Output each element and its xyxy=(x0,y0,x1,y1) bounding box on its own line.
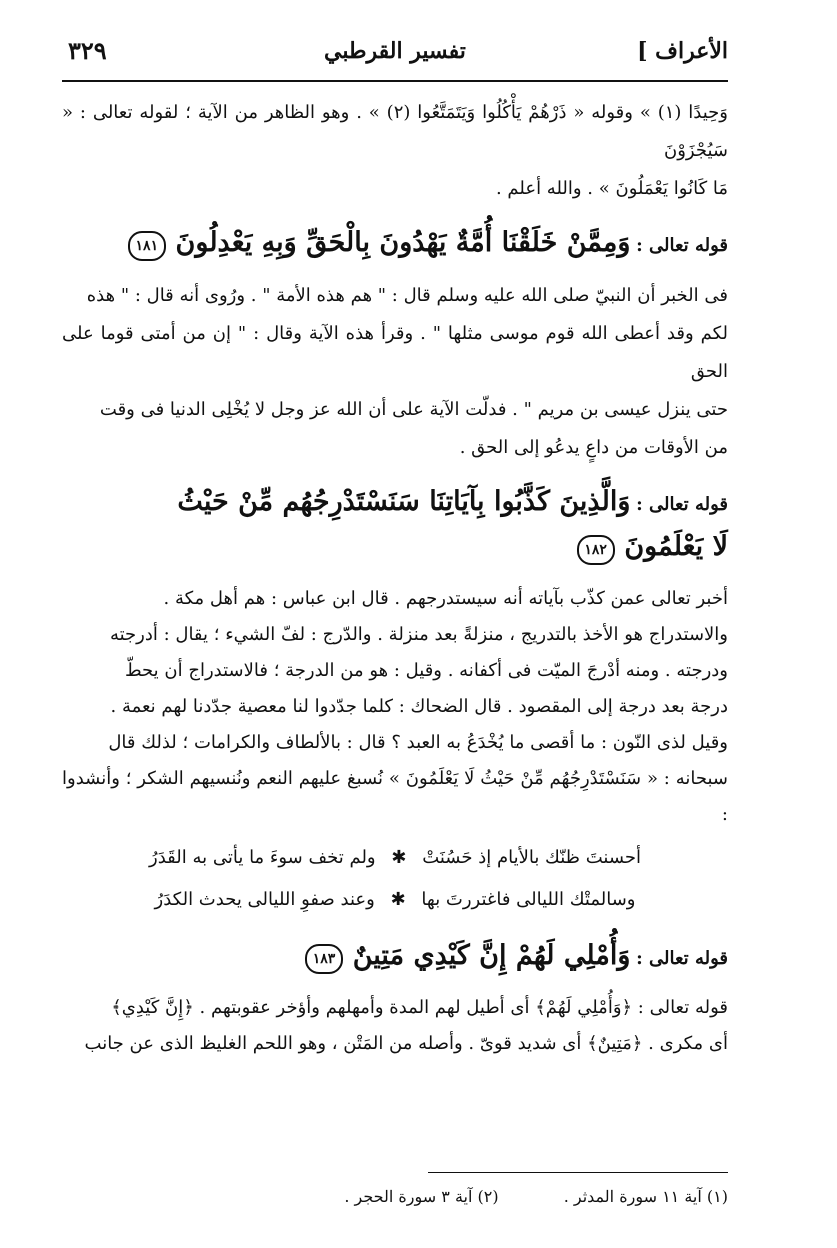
surah-name: الأعراف ] xyxy=(637,38,728,64)
verse-text: وَأُمْلِي لَهُمْ إِنَّ كَيْدِي مَتِينٌ xyxy=(352,940,631,971)
footnotes xyxy=(62,1182,728,1212)
commentary-line: لكم وقد أعطى الله قوم موسى مثلها " . وقرأ هذه الآية وقال : " إن من أمتى قوما على الحق xyxy=(62,323,728,382)
book-title: تفسير القرطبي xyxy=(324,38,466,64)
commentary-line: درجة بعد درجة إلى المقصود . قال الضحاك : كلما جدّدوا لنا معصية جدّدنا لهم نعمة . xyxy=(110,696,728,717)
poem-hemistich: أحسنتَ ظنّك بالأيام إذ حَسُنَتْ xyxy=(422,847,641,868)
poem-verse xyxy=(122,837,668,879)
star-separator-icon: ✱ xyxy=(390,889,406,910)
poem-hemistich: وعند صفوِ الليالى يحدث الكدَرُ xyxy=(154,889,375,910)
verse-label: قوله تعالى : xyxy=(636,948,728,969)
poem-hemistich: وسالمتْك الليالى فاغتررتَ بها xyxy=(421,889,636,910)
verse-label: قوله تعالى : xyxy=(636,235,728,256)
commentary-line: والاستدراج هو الأخذ بالتدريج ، منزلةً بعد منزلة . والدّرج : لفّ الشيء ؛ يقال : أدرجته xyxy=(109,624,728,645)
verse-text: وَالَّذِينَ كَذَّبُوا بِآيَاتِنَا سَنَسْتَدْرِجُهُم مِّنْ حَيْثُ xyxy=(177,486,631,517)
verse-text-continued: لَا يَعْلَمُونَ xyxy=(624,531,728,562)
commentary-line: حتى ينزل عيسى بن مريم " . فدلّت الآية على أن الله عز وجل لا يُخْلِى الدنيا فى وقت xyxy=(99,399,728,420)
poem-verse xyxy=(122,879,668,921)
commentary-line: سبحانه : « سَنَسْتَدْرِجُهُم مِّنْ حَيْثُ لَا يَعْلَمُونَ » نُسبغ عليهم النعم ونُنسيهم الشكر ؛ وأنشدوا : xyxy=(62,768,728,825)
verse-182 xyxy=(62,481,728,571)
book-page xyxy=(62,30,728,1220)
footnote: (٢) آية ٣ سورة الحجر . xyxy=(344,1187,499,1206)
page-header xyxy=(62,30,728,82)
poem xyxy=(122,837,668,921)
commentary-line: قوله تعالى : ﴿وَأُمْلِي لَهُمْ﴾ أى أطيل لهم المدة وأمهلهم وأؤخر عقوبتهم . ﴿إِنَّ كَيْدِي﴾ xyxy=(111,997,728,1018)
poem-hemistich: ولم تخف سوءَ ما يأتى به القَدَرُ xyxy=(149,847,376,868)
verse-text: وَمِمَّنْ خَلَقْنَا أُمَّةٌ يَهْدُونَ بِالْحَقِّ وَبِهِ يَعْدِلُونَ xyxy=(175,227,631,258)
verse-number-badge: ١٨٣ xyxy=(305,944,343,974)
star-separator-icon: ✱ xyxy=(391,847,407,868)
verse-label: قوله تعالى : xyxy=(636,494,728,515)
footnote: (١) آية ١١ سورة المدثر . xyxy=(563,1187,728,1206)
verse-number-badge: ١٨١ xyxy=(128,231,166,261)
intro-line: وَحِيدًا (١) » وقوله « ذَرْهُمْ يَأْكُلُوا وَيَتَمَتَّعُوا (٢) » . وهو الظاهر من الآية ؛ لقوله تعالى : « سَيُجْزَوْنَ xyxy=(62,102,728,161)
intro-line: مَا كَانُوا يَعْمَلُونَ » . والله أعلم . xyxy=(495,178,728,199)
verse-181 xyxy=(62,222,728,267)
commentary-line: ودرجته . ومنه أدْرجَ الميّت فى أكفانه . وقيل : هو من الدرجة ؛ فالاستدراج أن يحطّ xyxy=(124,660,728,681)
verse-number-badge: ١٨٢ xyxy=(577,535,615,565)
commentary-line: أخبر تعالى عمن كذّب بآياته أنه سيستدرجهم . قال ابن عباس : هم أهل مكة . xyxy=(163,588,728,609)
commentary-line: أى مكرى . ﴿مَتِينٌ﴾ أى شديد قوىّ . وأصله من المَتْن ، وهو اللحم الغليظ الذى عن جانب xyxy=(84,1033,728,1054)
commentary-line: من الأوقات من داعٍ يدعُو إلى الحق . xyxy=(459,437,728,458)
commentary-line: فى الخبر أن النبيّ صلى الله عليه وسلم قال : " هم هذه الأمة " . ورُوى أنه قال : " هذه xyxy=(86,285,728,306)
verse-183 xyxy=(62,935,728,980)
commentary-line: وقيل لذى النّون : ما أقصى ما يُخْدَعُ به العبد ؟ قال : بالألطاف والكرامات ؛ لذلك قال xyxy=(108,732,728,753)
page-body xyxy=(62,94,728,1062)
page-number: ٣٢٩ xyxy=(68,36,107,65)
footnote-divider xyxy=(428,1172,728,1173)
